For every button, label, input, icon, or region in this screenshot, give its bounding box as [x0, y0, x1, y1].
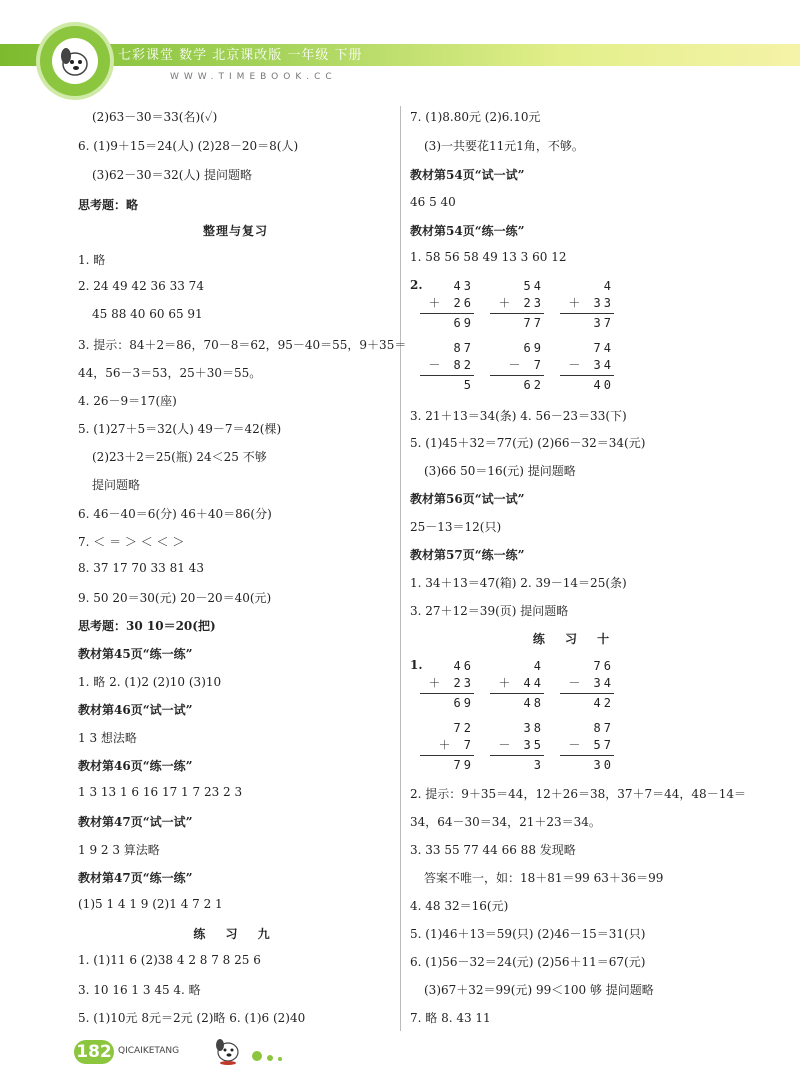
- page-number: 182: [74, 1040, 114, 1064]
- calc-operand: － 82: [428, 358, 474, 372]
- answer-line: 5. (1)27＋5＝32(人) 49－7＝42(棵): [78, 422, 282, 436]
- calc-operand: ＋ 23: [498, 296, 544, 310]
- vertical-calc-group: [410, 278, 740, 398]
- calc-result: 69: [453, 696, 474, 710]
- vertical-calculation: [560, 720, 614, 774]
- header-website: WWW.TIMEBOOK.CC: [170, 72, 337, 82]
- answer-line: 7. ＜ ＝ ＞ ＜ ＜ ＞: [78, 535, 185, 549]
- calc-result: 37: [593, 316, 614, 330]
- answer-line: 6. 46－40＝6(分) 46＋40＝86(分): [78, 507, 272, 521]
- answer-line: 25－13＝12(只): [410, 520, 502, 534]
- calc-operand: － 57: [568, 738, 614, 752]
- answer-line: 6. (1)9＋15＝24(人) (2)28－20＝8(人): [78, 139, 299, 153]
- calc-operand: － 34: [568, 676, 614, 690]
- answer-line: 34，64－30＝34，21＋23＝34。: [410, 815, 601, 829]
- answer-line: 3. 27＋12＝39(页) 提问题略: [410, 604, 569, 618]
- calc-top: 76: [593, 659, 614, 673]
- vertical-calculation: [560, 340, 614, 394]
- calc-operand: ＋ 7: [438, 738, 474, 752]
- answer-line: 1. 略: [78, 253, 106, 267]
- section-heading: 教材第46页“试一试”: [78, 703, 193, 717]
- answer-line: 1 3 13 1 6 16 17 1 7 23 2 3: [78, 785, 243, 799]
- answer-line: 3. 提示：84＋2＝86，70－8＝62，95－40＝55，9＋35＝: [78, 338, 407, 352]
- calc-result: 5: [463, 378, 474, 392]
- answer-line: (3)66 50＝16(元) 提问题略: [424, 464, 576, 478]
- section-heading: 教材第54页“练一练”: [410, 224, 525, 238]
- calc-top: 54: [523, 279, 544, 293]
- section-title: 练 习 九: [193, 927, 278, 941]
- calc-result: 48: [523, 696, 544, 710]
- calc-result: 77: [523, 316, 544, 330]
- vertical-calculation: [420, 720, 474, 774]
- section-heading: 教材第46页“练一练”: [78, 759, 193, 773]
- dog-mascot-icon: [210, 1030, 246, 1066]
- column-divider: [400, 106, 401, 1031]
- answer-line: 6. (1)56－32＝24(元) (2)56＋11＝67(元): [410, 955, 646, 969]
- vertical-calculation: [420, 278, 474, 332]
- calc-operand: ＋ 26: [428, 296, 474, 310]
- answer-line: 8. 37 17 70 33 81 43: [78, 561, 204, 575]
- calc-top: 72: [453, 721, 474, 735]
- calc-operand: ＋ 23: [428, 676, 474, 690]
- vertical-calc-group: [410, 658, 740, 778]
- answer-line: (1)5 1 4 1 9 (2)1 4 7 2 1: [78, 897, 223, 911]
- calc-top: 4: [603, 279, 614, 293]
- calc-operand: － 7: [508, 358, 544, 372]
- section-heading: 教材第47页“练一练”: [78, 871, 193, 885]
- calc-top: 87: [453, 341, 474, 355]
- decorative-dots: [252, 1046, 287, 1065]
- calc-top: 74: [593, 341, 614, 355]
- calc-result: 69: [453, 316, 474, 330]
- answer-line: (2)63－30＝33(名)(✓): [92, 110, 218, 124]
- answer-line: 4. 48 32＝16(元): [410, 899, 509, 913]
- answer-line: 2. 24 49 42 36 33 74: [78, 279, 204, 293]
- answer-line: 7. 略 8. 43 11: [410, 1011, 491, 1025]
- answer-line: 5. (1)46＋13＝59(只) (2)46－15＝31(只): [410, 927, 646, 941]
- answer-line: 44，56－3＝53，25＋30＝55。: [78, 366, 262, 380]
- calc-operand: ＋ 33: [568, 296, 614, 310]
- answer-line: 1 9 2 3 算法略: [78, 843, 160, 857]
- vertical-calculation: [490, 340, 544, 394]
- section-title: 练 习 十: [532, 632, 618, 646]
- calc-operand: － 34: [568, 358, 614, 372]
- header-title: 七彩课堂 数学 北京课改版 一年级 下册: [118, 48, 363, 63]
- answer-line: 45 88 40 60 65 91: [92, 307, 203, 321]
- calc-top: 69: [523, 341, 544, 355]
- answer-line: 9. 50 20＝30(元) 20－20＝40(元): [78, 591, 272, 605]
- answer-line: 3. 33 55 77 44 66 88 发现略: [410, 843, 576, 857]
- calc-top: 43: [453, 279, 474, 293]
- vertical-calculation: [560, 278, 614, 332]
- answer-line: 5. (1)10元 8元＝2元 (2)略 6. (1)6 (2)40: [78, 1011, 306, 1025]
- vertical-calculation: [490, 658, 544, 712]
- section-title: 整理与复习: [202, 224, 268, 238]
- section-heading: 教材第56页“试一试”: [410, 492, 525, 506]
- section-heading: 教材第57页“练一练”: [410, 548, 525, 562]
- vertical-calculation: [490, 278, 544, 332]
- answer-line: 3. 10 16 1 3 45 4. 略: [78, 983, 201, 997]
- answer-line: 1. 略 2. (1)2 (2)10 (3)10: [78, 675, 222, 689]
- answer-line: 答案不唯一，如：18＋81＝99 63＋36＝99: [424, 871, 664, 885]
- vertical-calculation: [420, 658, 474, 712]
- answer-line: 提问题略: [92, 478, 141, 492]
- calc-top: 4: [533, 659, 544, 673]
- answer-line: 2. 提示：9＋35＝44，12＋26＝38，37＋7＝44，48－14＝: [410, 787, 746, 801]
- answer-line: (3)一共要花11元1角，不够。: [424, 139, 584, 153]
- answer-line: 7. (1)8.80元 (2)6.10元: [410, 110, 541, 124]
- question-number: 2.: [410, 278, 423, 292]
- answer-line: 1. 34＋13＝47(箱) 2. 39－14＝25(条): [410, 576, 627, 590]
- calc-top: 46: [453, 659, 474, 673]
- section-heading: 思考题：30 10＝20(把): [78, 619, 216, 633]
- calc-result: 40: [593, 378, 614, 392]
- section-heading: 教材第54页“试一试”: [410, 168, 525, 182]
- calc-result: 79: [453, 758, 474, 772]
- mascot-icon: [52, 38, 98, 84]
- section-heading: 教材第45页“练一练”: [78, 647, 193, 661]
- vertical-calculation: [420, 340, 474, 394]
- footer-brand: QICAIKETANG: [118, 1046, 180, 1056]
- calc-result: 30: [593, 758, 614, 772]
- calc-result: 62: [523, 378, 544, 392]
- answer-line: 4. 26－9＝17(座): [78, 394, 177, 408]
- calc-top: 38: [523, 721, 544, 735]
- calc-operand: ＋ 44: [498, 676, 544, 690]
- calc-top: 87: [593, 721, 614, 735]
- answer-line: (3)62－30＝32(人) 提问题略: [92, 168, 252, 182]
- calc-result: 42: [593, 696, 614, 710]
- calc-operand: － 35: [498, 738, 544, 752]
- answer-line: 46 5 40: [410, 195, 456, 209]
- answer-line: 5. (1)45＋32＝77(元) (2)66－32＝34(元): [410, 436, 646, 450]
- question-number: 1.: [410, 658, 423, 672]
- answer-line: 1 3 想法略: [78, 731, 137, 745]
- calc-result: 3: [533, 758, 544, 772]
- answer-line: (2)23＋2＝25(瓶) 24＜25 不够: [92, 450, 267, 464]
- answer-line: 3. 21＋13＝34(条) 4. 56－23＝33(下): [410, 409, 627, 423]
- answer-line: 1. 58 56 58 49 13 3 60 12: [410, 250, 567, 264]
- section-heading: 教材第47页“试一试”: [78, 815, 193, 829]
- answer-line: (3)67＋32＝99(元) 99＜100 够 提问题略: [424, 983, 654, 997]
- vertical-calculation: [560, 658, 614, 712]
- answer-line: 1. (1)11 6 (2)38 4 2 8 7 8 25 6: [78, 953, 261, 967]
- section-heading: 思考题：略: [78, 198, 139, 212]
- vertical-calculation: [490, 720, 544, 774]
